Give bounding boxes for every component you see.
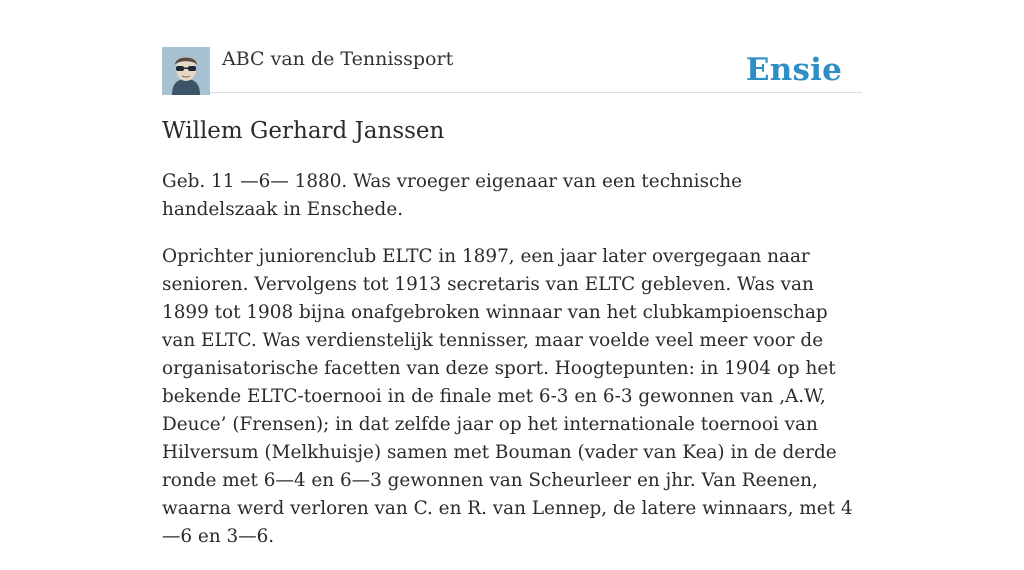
portrait-avatar-icon[interactable] (162, 47, 210, 95)
entry-title: Willem Gerhard Janssen (162, 118, 445, 144)
article-card (162, 0, 862, 547)
source-title[interactable]: ABC van de Tennissport (222, 48, 454, 70)
brand-logo[interactable]: Ensie (745, 52, 842, 88)
paragraph: Geb. 11 —6— 1880. Was vroeger eigenaar van een technische handelszaak in Enschede. (162, 171, 743, 220)
article-header (162, 46, 862, 93)
entry-body (162, 168, 862, 570)
paragraph: Oprichter juniorenclub ELTC in 1897, een jaar later overgegaan naar senioren. Vervolgens tot 1913 secretaris van ELTC gebleven. Was van 1899 tot 1908 bijna onafgebroken winnaar van het clubkampioenschap van ELTC. Was verdienstelijk tennisser, maar voelde veel meer voor de organisatorische facetten van deze sport. Hoogtepunten: in 1904 op het bekende ELTC-toernooi in de finale met 6-3 en 6-3 gewonnen van ‚A.W, Deuce’ (Frensen); in dat zelfde jaar op het internationale toernooi van Hilversum (Melkhuisje) samen met Bouman (vader van Kea) in de derde ronde met 6—4 en 6—3 gewonnen van Scheurleer en jhr. Van Reenen, waarna werd verloren van C. en R. van Lennep, de latere winnaars, met 4—6 en 3—6. (162, 246, 853, 547)
